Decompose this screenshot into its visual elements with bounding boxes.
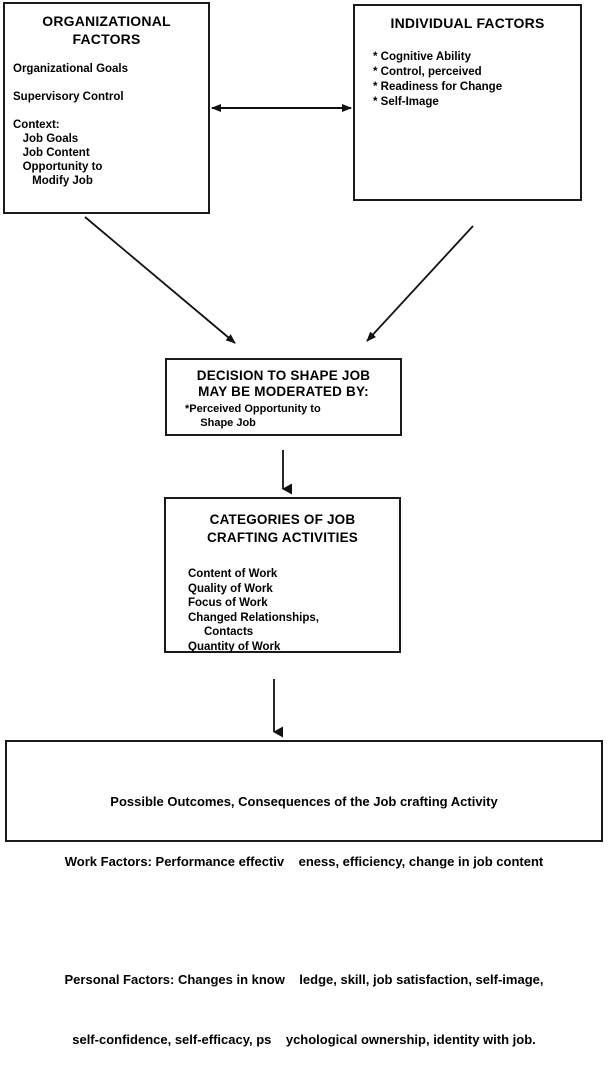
list-item: Supervisory Control	[13, 91, 124, 103]
outcomes-line-1: Possible Outcomes, Consequences of the Job crafting Activity	[110, 794, 498, 809]
list-spacer	[13, 104, 208, 118]
organizational-factors-title-line1: ORGANIZATIONAL	[42, 13, 171, 29]
outcomes-line-4: self-confidence, self-efficacy, ps ychological ownership, identity with job.	[72, 1032, 536, 1047]
list-item: Context:	[13, 119, 60, 131]
list-item: Quantity of Work	[188, 640, 281, 653]
decision-box-title-line1: DECISION TO SHAPE JOB	[196, 368, 371, 383]
list-item: Opportunity to	[13, 161, 103, 173]
categories-box-list	[188, 567, 399, 654]
list-item: Changed Relationships,	[188, 611, 319, 624]
arrow-organizational-to-decision	[85, 217, 235, 343]
list-item: Content of Work	[188, 568, 278, 580]
list-item: * Readiness for Change	[373, 81, 503, 93]
decision-box-title	[171, 368, 396, 400]
organizational-factors-box	[3, 2, 210, 214]
list-item: Job Goals	[13, 133, 79, 145]
categories-box-title-line1: CATEGORIES OF JOB	[209, 512, 356, 527]
possible-outcomes-box	[5, 740, 603, 1047]
decision-to-shape-job-box	[165, 358, 402, 436]
organizational-factors-title-line2: FACTORS	[72, 31, 141, 47]
individual-factors-title: INDIVIDUAL FACTORS	[390, 15, 545, 31]
decision-box-title-line2: MAY BE MODERATED BY:	[198, 384, 369, 399]
outcomes-line-2: Work Factors: Performance effectiv eness, efficiency, change in job content	[64, 854, 544, 869]
list-item: Contacts	[188, 626, 254, 638]
list-spacer	[13, 76, 208, 90]
categories-of-job-crafting-box	[164, 497, 401, 653]
list-item: Modify Job	[13, 175, 93, 187]
list-item: * Control, perceived	[373, 66, 482, 78]
categories-box-title-line2: CRAFTING ACTIVITIES	[206, 530, 359, 545]
list-item: * Self-Image	[373, 96, 439, 108]
individual-factors-box	[353, 4, 582, 201]
list-item: Shape Job	[185, 416, 256, 429]
outcomes-line-3: Personal Factors: Changes in know ledge, skill, job satisfaction, self-image,	[64, 972, 544, 987]
list-item: Organizational Goals	[13, 63, 129, 75]
list-item: * Cognitive Ability	[373, 51, 471, 63]
arrow-individual-to-decision	[367, 226, 473, 341]
individual-factors-list	[373, 50, 580, 110]
decision-box-list	[185, 403, 400, 430]
list-item: Job Content	[13, 147, 90, 159]
list-item: *Perceived Opportunity to	[185, 403, 321, 415]
outcomes-block-personal-factors	[7, 930, 601, 1090]
organizational-factors-title	[15, 12, 198, 48]
list-item: Quality of Work	[188, 582, 273, 595]
categories-box-title	[172, 511, 393, 547]
list-item: Focus of Work	[188, 597, 268, 609]
outcomes-block-work-factors	[7, 752, 601, 912]
organizational-factors-list	[13, 62, 208, 188]
